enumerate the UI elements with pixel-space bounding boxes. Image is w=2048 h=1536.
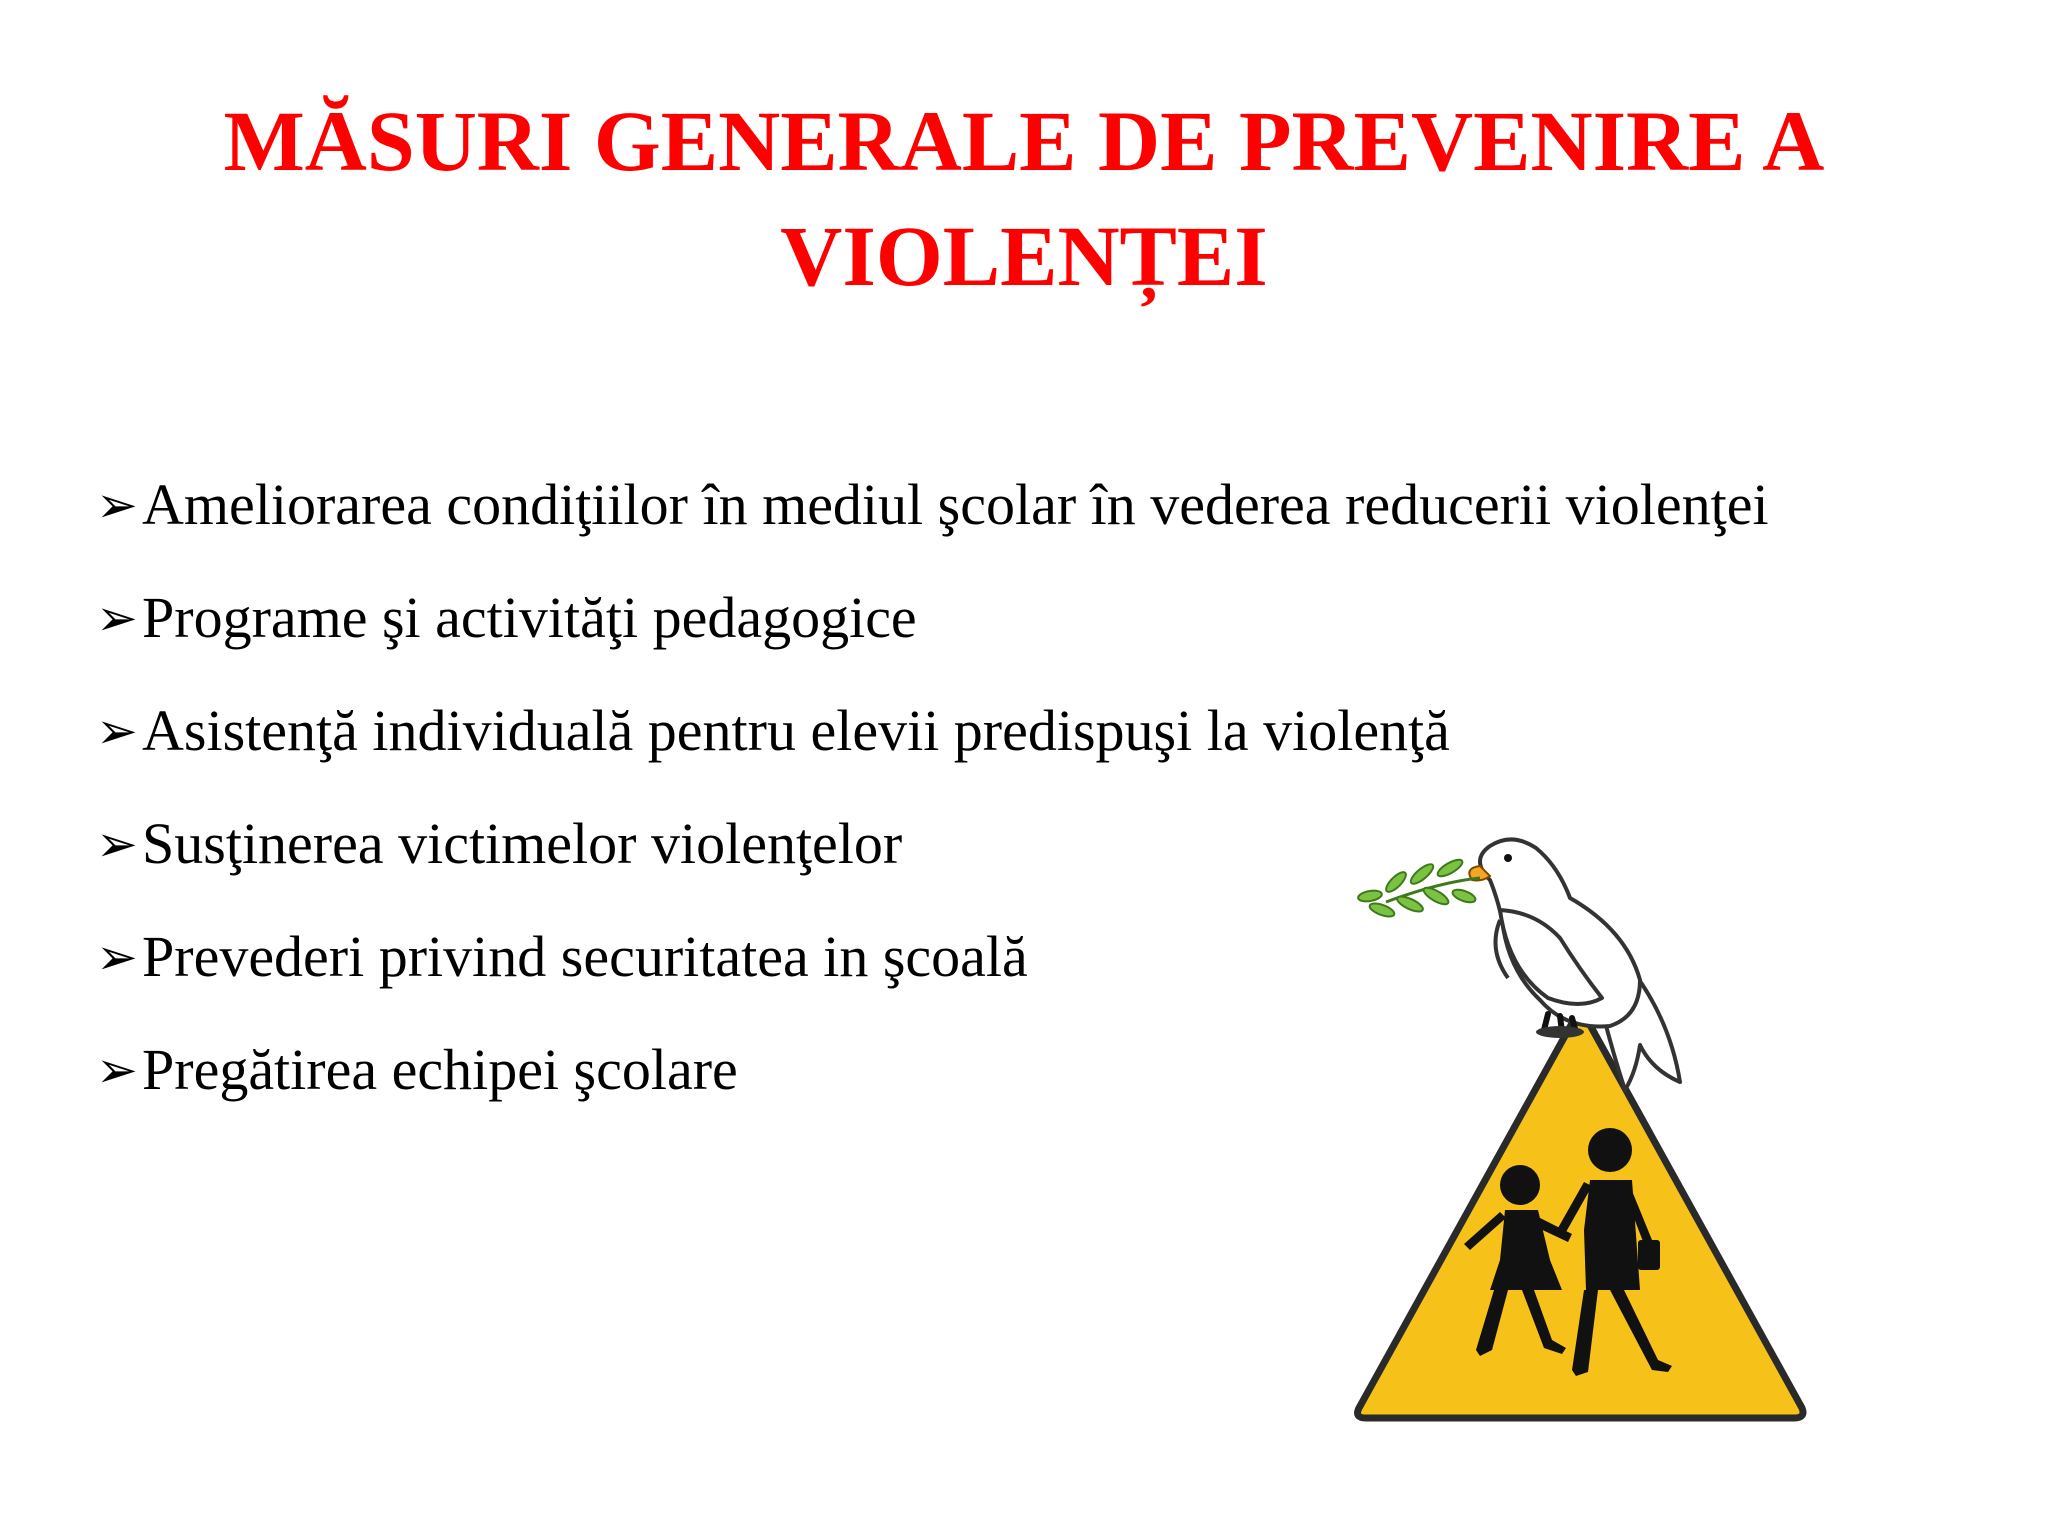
bullet-text: Prevederi privind securitatea in şcoală bbox=[142, 924, 1028, 989]
bullet-item bbox=[96, 583, 1769, 696]
bullet-text: Susţinerea victimelor violenţelor bbox=[142, 811, 903, 876]
arrow-bullet-icon: ➢ bbox=[96, 590, 138, 646]
slide-title bbox=[0, 84, 2048, 314]
arrow-bullet-icon: ➢ bbox=[96, 703, 138, 759]
bullet-item bbox=[96, 696, 1769, 809]
bullet-item bbox=[96, 470, 1769, 583]
arrow-bullet-icon: ➢ bbox=[96, 477, 138, 533]
title-line-1: MĂSURI GENERALE DE PREVENIRE A bbox=[223, 93, 1825, 189]
bullet-text: Pregătirea echipei şcolare bbox=[142, 1037, 738, 1102]
arrow-bullet-icon: ➢ bbox=[96, 816, 138, 872]
bullet-text: Ameliorarea condiţiilor în mediul şcolar în vederea reducerii violenţei bbox=[142, 472, 1769, 537]
arrow-bullet-icon: ➢ bbox=[96, 1042, 138, 1098]
title-line-2: VIOLENȚEI bbox=[780, 208, 1268, 304]
bullet-text: Asistenţă individuală pentru elevii predispuşi la violenţă bbox=[142, 698, 1450, 763]
olive-branch-icon bbox=[1357, 857, 1480, 919]
arrow-bullet-icon: ➢ bbox=[96, 929, 138, 985]
bullet-text: Programe şi activităţi pedagogice bbox=[142, 585, 917, 650]
dove-on-school-crossing-sign-icon bbox=[1340, 820, 1820, 1430]
